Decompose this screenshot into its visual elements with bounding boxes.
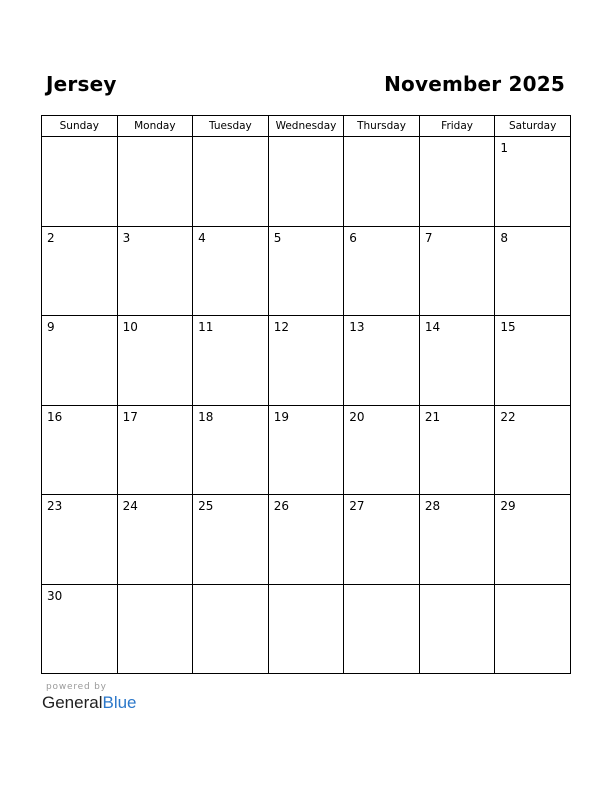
day-cell bbox=[268, 584, 344, 674]
day-cell bbox=[193, 226, 269, 316]
day-number: 21 bbox=[424, 409, 441, 424]
day-number bbox=[42, 137, 117, 141]
weekday-header: Sunday bbox=[42, 116, 118, 137]
day-cell bbox=[419, 226, 495, 316]
powered-by-label: powered by bbox=[46, 682, 107, 692]
region-title: Jersey bbox=[46, 72, 117, 96]
day-cell bbox=[42, 495, 118, 585]
brand-general-text: General bbox=[42, 693, 103, 712]
week-row bbox=[42, 226, 571, 316]
day-number: 13 bbox=[349, 320, 365, 334]
day-cell bbox=[344, 137, 420, 227]
day-number: 6 bbox=[349, 230, 357, 245]
brand-blue-text: Blue bbox=[102, 693, 137, 712]
month-title: November 2025 bbox=[384, 72, 565, 96]
weekday-header: Friday bbox=[419, 116, 495, 137]
day-number: 20 bbox=[349, 409, 365, 424]
day-cell bbox=[117, 137, 193, 227]
day-cell bbox=[117, 495, 193, 585]
day-number bbox=[269, 585, 344, 589]
week-row bbox=[42, 316, 571, 406]
day-number: 1 bbox=[500, 141, 509, 155]
calendar-grid bbox=[41, 115, 571, 674]
day-number: 10 bbox=[122, 320, 138, 334]
week-row bbox=[42, 405, 571, 495]
day-number: 27 bbox=[349, 499, 365, 513]
day-cell bbox=[495, 405, 571, 495]
day-cell bbox=[42, 316, 118, 406]
day-number bbox=[420, 585, 495, 589]
day-cell bbox=[419, 495, 495, 585]
day-number: 4 bbox=[198, 230, 206, 245]
day-cell bbox=[42, 584, 118, 674]
day-cell bbox=[268, 137, 344, 227]
day-number: 22 bbox=[500, 409, 516, 424]
day-number: 9 bbox=[47, 320, 55, 334]
day-number: 16 bbox=[47, 409, 63, 424]
day-cell bbox=[268, 226, 344, 316]
week-row bbox=[42, 137, 571, 227]
day-cell bbox=[495, 495, 571, 585]
day-number: 26 bbox=[273, 499, 289, 513]
day-cell bbox=[495, 137, 571, 227]
day-number bbox=[118, 585, 193, 589]
day-cell bbox=[193, 137, 269, 227]
weekday-header: Tuesday bbox=[193, 116, 269, 137]
day-cell bbox=[193, 316, 269, 406]
week-row bbox=[42, 495, 571, 585]
day-number: 2 bbox=[47, 230, 55, 245]
weekday-header: Wednesday bbox=[268, 116, 344, 137]
day-cell bbox=[42, 405, 118, 495]
day-cell bbox=[117, 226, 193, 316]
day-number: 18 bbox=[198, 409, 214, 424]
day-number bbox=[495, 585, 570, 589]
day-cell bbox=[344, 226, 420, 316]
day-cell bbox=[344, 495, 420, 585]
day-number: 24 bbox=[122, 499, 138, 513]
day-number: 19 bbox=[273, 409, 289, 424]
day-cell bbox=[419, 584, 495, 674]
day-number bbox=[344, 137, 419, 141]
day-number bbox=[193, 137, 268, 141]
day-number bbox=[269, 137, 344, 141]
day-cell bbox=[344, 584, 420, 674]
day-cell bbox=[344, 405, 420, 495]
day-cell bbox=[495, 226, 571, 316]
day-number: 30 bbox=[47, 588, 63, 603]
day-cell bbox=[117, 405, 193, 495]
weekday-header: Monday bbox=[117, 116, 193, 137]
day-number: 11 bbox=[198, 320, 214, 334]
day-number: 23 bbox=[47, 499, 63, 513]
day-number: 28 bbox=[424, 499, 441, 513]
day-number bbox=[344, 585, 419, 589]
day-number: 3 bbox=[122, 230, 131, 245]
day-cell bbox=[268, 316, 344, 406]
weekday-header: Saturday bbox=[495, 116, 571, 137]
day-cell bbox=[268, 405, 344, 495]
day-cell bbox=[419, 316, 495, 406]
day-number: 8 bbox=[500, 230, 509, 245]
day-cell bbox=[117, 584, 193, 674]
day-number: 17 bbox=[122, 409, 138, 424]
generalblue-logo[interactable] bbox=[42, 693, 137, 713]
day-number: 25 bbox=[198, 499, 214, 513]
day-cell bbox=[495, 316, 571, 406]
day-cell bbox=[193, 584, 269, 674]
day-cell bbox=[268, 495, 344, 585]
week-row bbox=[42, 584, 571, 674]
day-number: 5 bbox=[273, 230, 282, 245]
day-cell bbox=[117, 316, 193, 406]
weekday-header-row bbox=[42, 116, 571, 137]
day-number: 15 bbox=[500, 320, 516, 334]
day-number: 7 bbox=[424, 230, 433, 245]
day-cell bbox=[193, 405, 269, 495]
day-number: 14 bbox=[424, 320, 441, 334]
day-number: 29 bbox=[500, 499, 516, 513]
weekday-header: Thursday bbox=[344, 116, 420, 137]
day-cell bbox=[419, 405, 495, 495]
day-number bbox=[118, 137, 193, 141]
day-number: 12 bbox=[273, 320, 289, 334]
day-cell bbox=[344, 316, 420, 406]
day-cell bbox=[42, 226, 118, 316]
day-cell bbox=[495, 584, 571, 674]
day-cell bbox=[419, 137, 495, 227]
day-cell bbox=[193, 495, 269, 585]
day-cell bbox=[42, 137, 118, 227]
day-number bbox=[193, 585, 268, 589]
day-number bbox=[420, 137, 495, 141]
